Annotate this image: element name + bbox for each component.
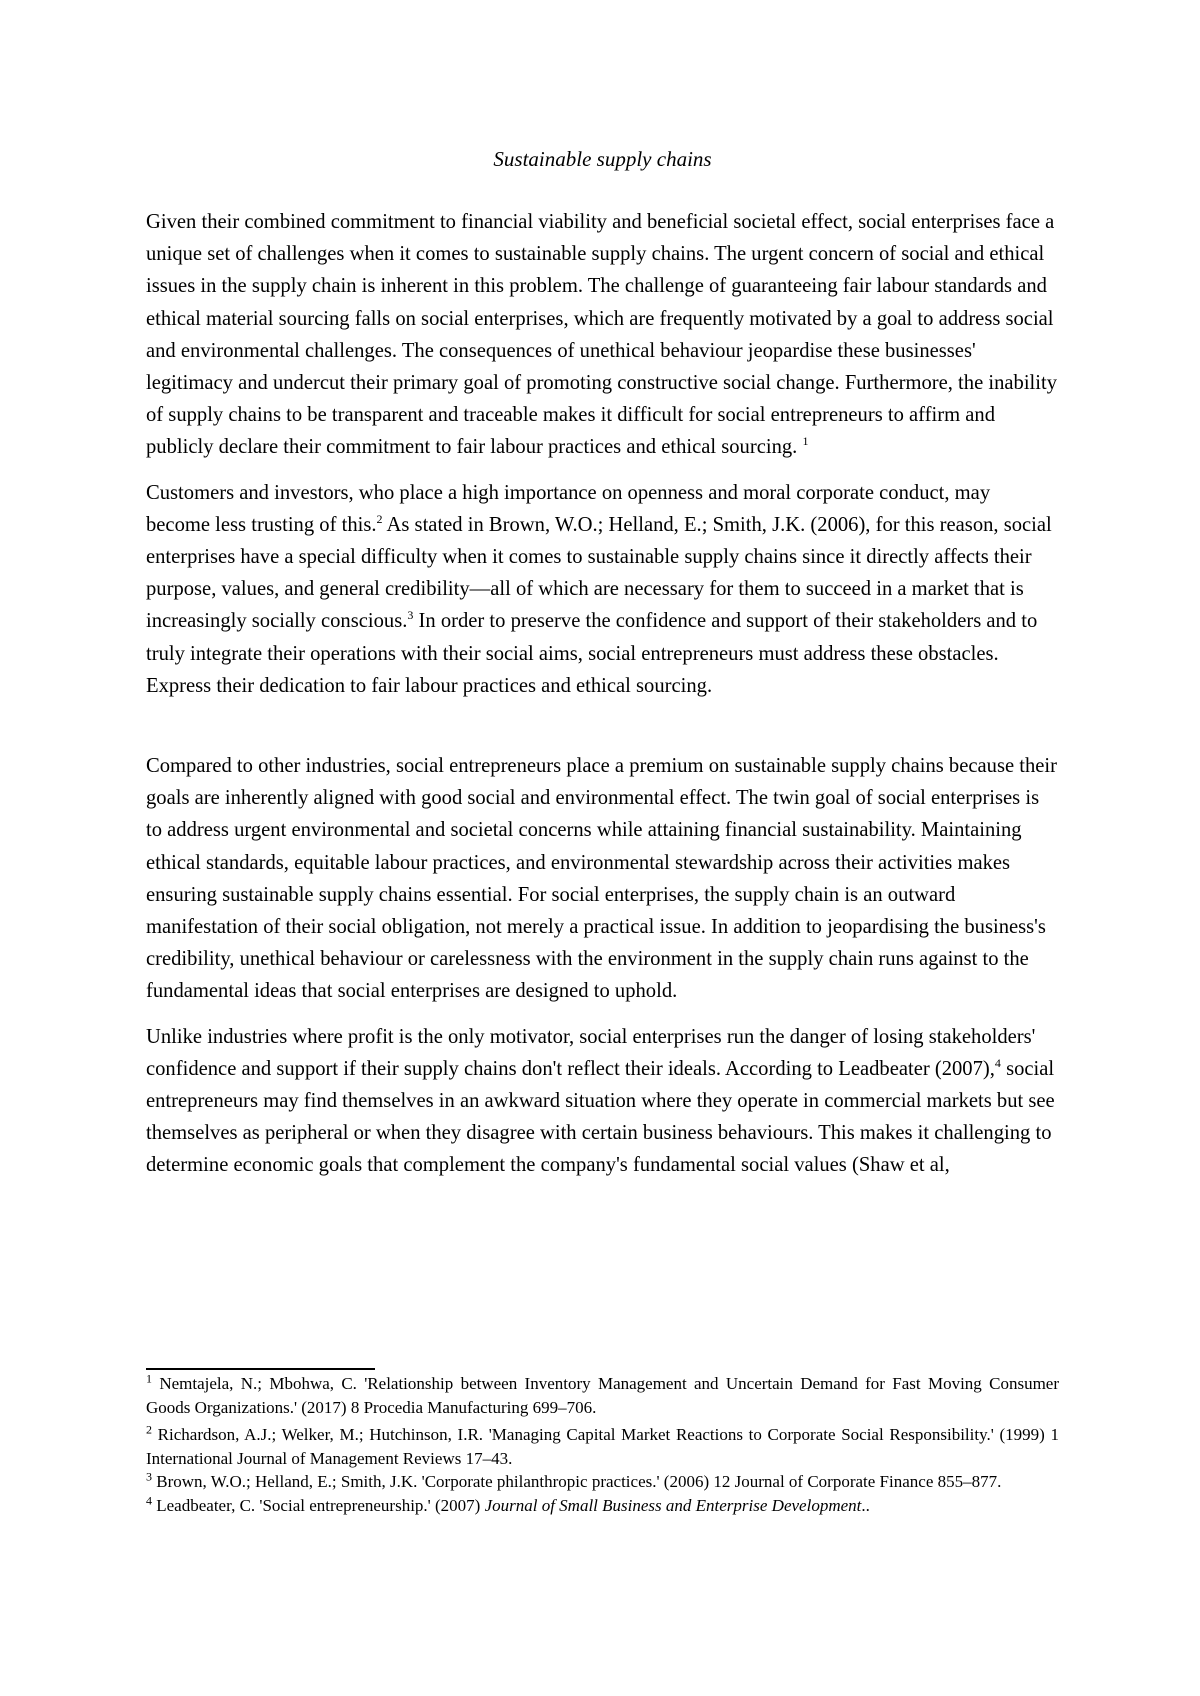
footnote-4 xyxy=(146,1494,1059,1518)
paragraph-2-text-a: Customers and investors, who place a high importance on openness and moral corporate conduct, may become less trusting of this. xyxy=(146,481,991,536)
footnote-journal: Journal of Small Business and Enterprise Development xyxy=(484,1495,862,1515)
footnote-text: Leadbeater, C. 'Social entrepreneurship.' (2007) xyxy=(152,1495,485,1515)
footnote-2 xyxy=(146,1423,1059,1470)
footnote-number: 2 xyxy=(146,1422,152,1437)
paragraph-3-text: Compared to other industries, social entrepreneurs place a premium on sustainable supply chains because their goals are inherently aligned with good social and environmental effect. The twin goal of social enterprises is to address urgent environmental and societal concerns while attaining financial sustainability. Maintaining ethical standards, equitable labour practices, and environmental stewardship across their activities makes ensuring sustainable supply chains essential. For social enterprises, the supply chain is an outward manifestation of their social obligation, not merely a practical issue. In addition to jeopardising the business's credibility, unethical behaviour or carelessness with the environment in the supply chain runs against to the fundamental ideas that social enterprises are designed to uphold. xyxy=(146,755,1057,1003)
footnote-ref-3: 3 xyxy=(407,608,414,623)
paragraph-1 xyxy=(146,206,1059,464)
paragraph-1-text: Given their combined commitment to financial viability and beneficial societal effect, social enterprises face a unique set of challenges when it comes to sustainable supply chains. The urgent concern of social and ethical issues in the supply chain is inherent in this problem. The challenge of guaranteeing fair labour standards and ethical material sourcing falls on social enterprises, which are frequently motivated by a goal to address social and environmental challenges. The consequences of unethical behaviour jeopardise these businesses' legitimacy and undercut their primary goal of promoting constructive social change. Furthermore, the inability of supply chains to be transparent and traceable makes it difficult for social entrepreneurs to affirm and publicly declare their commitment to fair labour practices and ethical sourcing. xyxy=(146,211,1058,459)
paragraph-4-text-b: social entrepreneurs may find themselves in an awkward situation where they operate in commercial markets but see themselves as peripheral or when they disagree with certain business behaviours. This makes it challenging to determine economic goals that complement the company's fundamental social values (Shaw et al, xyxy=(146,1057,1055,1177)
paragraph-2-text-c: In order to preserve the confidence and support of their stakeholders and to truly integrate their operations with their social aims, social entrepreneurs must address these obstacles. Express their dedication to fair labour practices and ethical sourcing. xyxy=(146,610,1038,697)
footnote-ref-2: 2 xyxy=(376,511,383,526)
footnote-text: Nemtajela, N.; Mbohwa, C. 'Relationship between Inventory Management and Uncertain Demand for Fast Moving Consumer Goods Organizations.' (2017) 8 Procedia Manufacturing 699–706. xyxy=(146,1374,1059,1417)
paragraph-4-text-a: Unlike industries where profit is the only motivator, social enterprises run the danger of losing stakeholders' confidence and support if their supply chains don't reflect their ideals. According to Leadbeater (2007), xyxy=(146,1025,1036,1080)
footnote-suffix: .. xyxy=(861,1495,870,1515)
paragraph-3 xyxy=(146,750,1059,1008)
footnote-3 xyxy=(146,1470,1059,1494)
footnote-ref-4: 4 xyxy=(994,1056,1001,1071)
footnote-number: 1 xyxy=(146,1371,152,1386)
footnotes xyxy=(146,1372,1059,1517)
footnote-text: Richardson, A.J.; Welker, M.; Hutchinson, I.R. 'Managing Capital Market Reactions to Corporate Social Responsibility.' (1999) 1 International Journal of Management Reviews 17–43. xyxy=(146,1425,1059,1468)
body-text xyxy=(146,143,1059,1182)
paragraph-2-text-b: As stated in Brown, W.O.; Helland, E.; Smith, J.K. (2006), for this reason, social enterprises have a special difficulty when it comes to sustainable supply chains since it directly affects their purpose, values, and general credibility—all of which are necessary for them to succeed in a market that is increasingly socially conscious. xyxy=(146,513,1052,633)
footnote-separator xyxy=(146,1368,375,1370)
footnote-text: Brown, W.O.; Helland, E.; Smith, J.K. 'Corporate philanthropic practices.' (2006) 12 Journal of Corporate Finance 855–877. xyxy=(152,1472,1002,1491)
footnote-1 xyxy=(146,1372,1059,1419)
footnote-number: 3 xyxy=(146,1469,152,1484)
page-title: Sustainable supply chains xyxy=(493,147,712,171)
paragraph-2 xyxy=(146,477,1059,702)
footnote-ref-1: 1 xyxy=(802,434,809,449)
footnote-number: 4 xyxy=(146,1492,152,1507)
paragraph-4 xyxy=(146,1021,1059,1182)
